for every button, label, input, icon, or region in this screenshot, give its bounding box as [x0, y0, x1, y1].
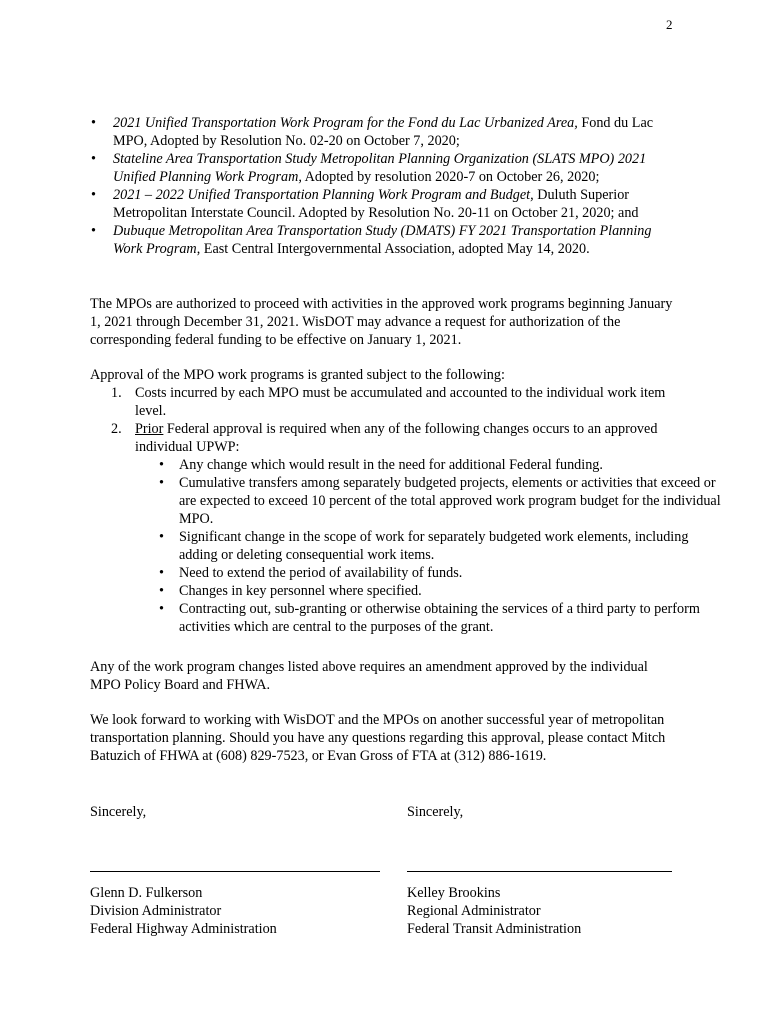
condition-item: [111, 384, 681, 420]
condition-item: [111, 420, 681, 456]
signature-line: [90, 871, 380, 872]
program-title: Dubuque Metropolitan Area Transportation Study (DMATS) FY 2021 Transportation Planning Work Program: [113, 223, 652, 257]
signature-block-fhwa: [90, 803, 380, 938]
program-details: , East Central Intergovernmental Association, adopted May 14, 2020.: [196, 241, 590, 257]
approval-intro: Approval of the MPO work programs is granted subject to the following:: [90, 367, 505, 383]
list-item: • Cumulative transfers among separately budgeted projects, elements or activities that exceed or are expected to exceed 10 percent of the total approved work program budget for the individual MPO.: [157, 474, 727, 528]
program-title: Stateline Area Transportation Study Metropolitan Planning Organization (SLATS MPO) 2021 Unified Planning Work Program,: [113, 151, 647, 185]
list-item: [90, 186, 680, 222]
program-title: 2021 – 2022 Unified Transportation Planning Work Program and Budget,: [113, 187, 534, 203]
authorization-paragraph: The MPOs are authorized to proceed with activities in the approved work programs beginning January 1, 2021 through December 31, 2021. WisDOT may advance a request for authorization of the corresponding federal funding to be effective on January 1, 2021.: [90, 296, 673, 348]
list-item: [90, 222, 680, 258]
list-item: [90, 114, 680, 150]
condition-text: Federal approval is required when any of the following changes occurs to an approved individual UPWP:: [135, 421, 658, 455]
signature-block-fta: [407, 803, 672, 938]
program-details: Adopted by resolution 2020-7 on October 26, 2020;: [301, 169, 600, 185]
signature-line: [407, 871, 672, 872]
list-item: • Significant change in the scope of work for separately budgeted work elements, including adding or deleting consequential work items.: [157, 528, 727, 564]
signer-title: Division Administrator: [90, 903, 222, 919]
list-item: • Changes in key personnel where specified.: [157, 582, 727, 600]
list-item: [90, 150, 680, 186]
signer-agency: Federal Highway Administration: [90, 921, 277, 937]
program-title: 2021 Unified Transportation Work Program for the Fond du Lac Urbanized Area,: [113, 115, 578, 131]
page-number: 2: [666, 17, 673, 32]
closing-paragraph: We look forward to working with WisDOT and the MPOs on another successful year of metropolitan transportation planning. Should you have any questions regarding this approval, please contact Mitch Batuzich of FHWA at (608) 829-7523, or Evan Gross of FTA at (312) 886-1619.: [90, 712, 666, 764]
condition-text: Costs incurred by each MPO must be accumulated and accounted to the individual work item level.: [135, 385, 666, 419]
signer-agency: Federal Transit Administration: [407, 921, 582, 937]
signer-name: Kelley Brookins: [407, 885, 501, 901]
list-item: • Need to extend the period of availability of funds.: [157, 564, 727, 582]
conditions-list: [111, 384, 681, 456]
changes-list: [111, 456, 727, 636]
work-program-list: [90, 114, 680, 258]
condition-number: 1.: [111, 385, 122, 401]
amendment-paragraph: Any of the work program changes listed above requires an amendment approved by the individual MPO Policy Board and FHWA.: [90, 659, 648, 693]
signer-name: Glenn D. Fulkerson: [90, 885, 203, 901]
signer-title: Regional Administrator: [407, 903, 541, 919]
closing-salutation: Sincerely,: [407, 804, 464, 820]
list-item: • Contracting out, sub-granting or otherwise obtaining the services of a third party to perform activities which are central to the purposes of the grant.: [157, 600, 727, 636]
program-details: Fond du Lac MPO, Adopted by Resolution No. 02-20 on October 7, 2020;: [113, 115, 654, 149]
closing-salutation: Sincerely,: [90, 804, 147, 820]
condition-number: 2.: [111, 421, 122, 437]
list-item: • Any change which would result in the need for additional Federal funding.: [157, 456, 727, 474]
underlined-word: Prior: [135, 421, 164, 437]
program-details: Duluth Superior Metropolitan Interstate Council. Adopted by Resolution No. 20-11 on October 21, 2020; and: [113, 187, 639, 221]
